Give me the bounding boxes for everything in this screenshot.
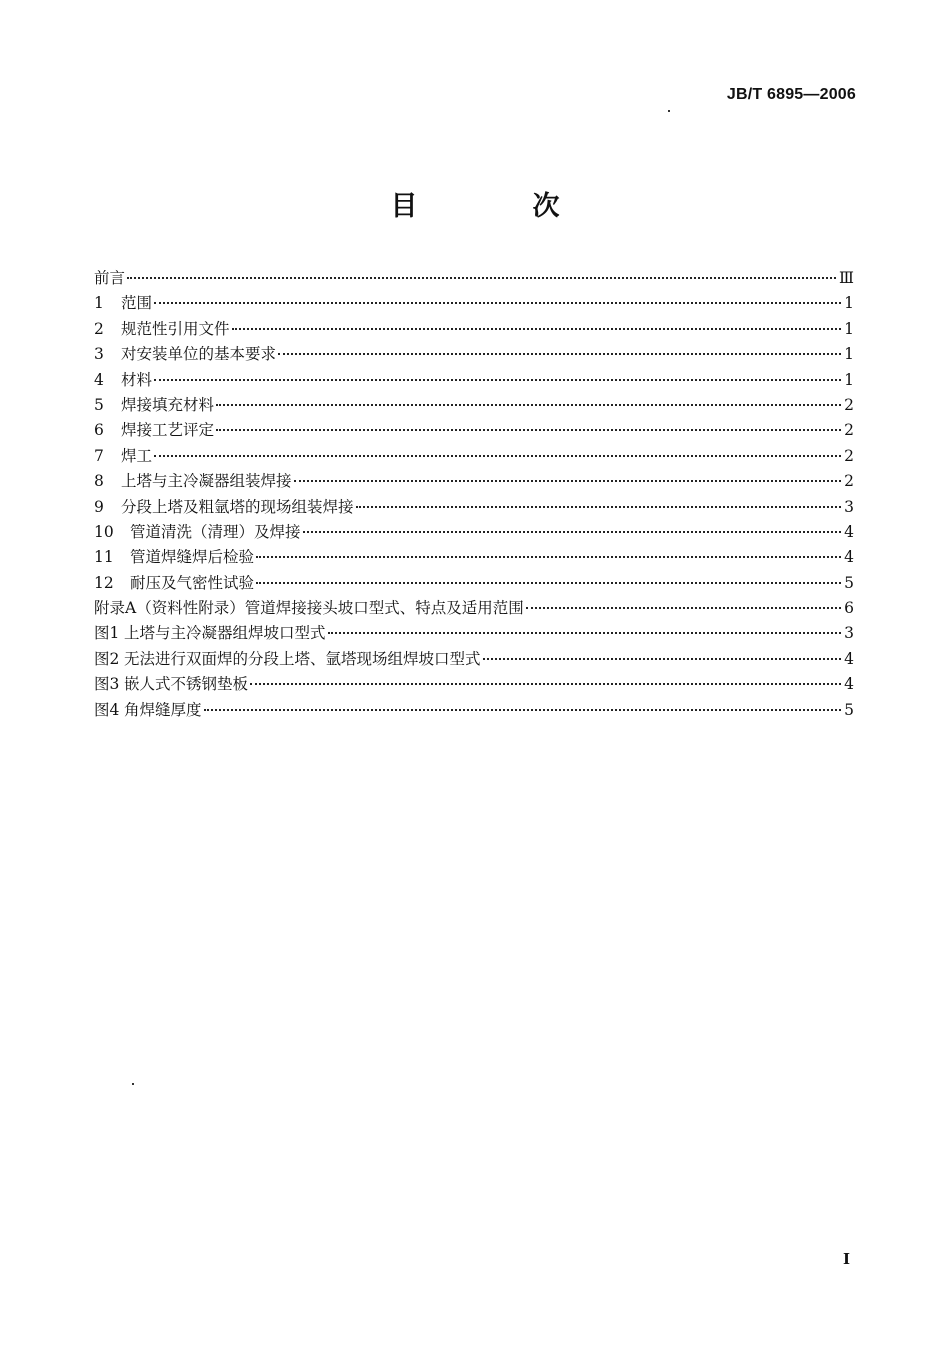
toc-entry-page: 1 bbox=[844, 370, 854, 389]
toc-leader-dots bbox=[303, 531, 841, 533]
toc-leader-dots bbox=[250, 683, 841, 685]
toc-entry-page: 4 bbox=[844, 675, 854, 694]
toc-entry-number: 图4 bbox=[94, 700, 120, 719]
toc-leader-dots bbox=[154, 379, 841, 381]
toc-entry-label: 材料 bbox=[121, 370, 153, 389]
toc-entry[interactable] bbox=[94, 621, 854, 646]
toc-entry-label: 无法进行双面焊的分段上塔、氩塔现场组焊坡口型式 bbox=[124, 649, 481, 668]
toc-entry-label: 嵌人式不锈钢垫板 bbox=[124, 675, 249, 694]
toc-leader-dots bbox=[278, 353, 841, 355]
toc-entry[interactable] bbox=[94, 495, 854, 520]
toc-entry-page: 5 bbox=[844, 573, 854, 592]
toc-leader-dots bbox=[328, 632, 841, 634]
toc-entry-page: 3 bbox=[844, 624, 854, 643]
toc-entry-label: 管道清洗（清理）及焊接 bbox=[130, 522, 301, 541]
toc-entry-page: 3 bbox=[844, 497, 854, 516]
toc-entry[interactable] bbox=[94, 266, 854, 291]
scan-speck bbox=[668, 110, 670, 112]
toc-entry-page: 1 bbox=[844, 345, 854, 364]
toc-entry-number: 10 bbox=[94, 522, 114, 541]
toc-entry-label: 附录A（资料性附录）管道焊接接头坡口型式、特点及适用范围 bbox=[94, 599, 524, 618]
toc-entry-label: 分段上塔及粗氩塔的现场组装焊接 bbox=[121, 497, 354, 516]
toc-entry-page: Ⅲ bbox=[839, 269, 854, 287]
toc-entry[interactable] bbox=[94, 596, 854, 621]
toc-entry-label: 焊接填充材料 bbox=[121, 395, 215, 414]
toc-entry-label: 耐压及气密性试验 bbox=[130, 573, 255, 592]
toc-leader-dots bbox=[256, 556, 841, 558]
toc-entry-label: 对安装单位的基本要求 bbox=[121, 345, 277, 364]
toc-entry-page: 1 bbox=[844, 294, 854, 313]
toc-entry[interactable] bbox=[94, 545, 854, 570]
toc-entry-label: 管道焊缝焊后检验 bbox=[130, 548, 255, 567]
toc-entry[interactable] bbox=[94, 520, 854, 545]
toc-entry[interactable] bbox=[94, 647, 854, 672]
toc-entry-number: 11 bbox=[94, 548, 114, 567]
toc-entry-number: 2 bbox=[94, 319, 104, 338]
toc-entry-number: 12 bbox=[94, 573, 114, 592]
toc-entry-page: 2 bbox=[844, 421, 854, 440]
toc-leader-dots bbox=[483, 658, 841, 660]
toc-entry-page: 4 bbox=[844, 522, 854, 541]
toc-leader-dots bbox=[232, 328, 841, 330]
toc-entry-number: 3 bbox=[94, 345, 104, 364]
toc-entry-number: 图3 bbox=[94, 675, 120, 694]
toc-entry[interactable] bbox=[94, 469, 854, 494]
toc-leader-dots bbox=[127, 277, 836, 279]
toc-leader-dots bbox=[216, 429, 841, 431]
scan-speck bbox=[132, 1083, 134, 1085]
toc-entry-label: 上塔与主冷凝器组焊坡口型式 bbox=[124, 624, 326, 643]
toc-leader-dots bbox=[154, 302, 841, 304]
toc-entry[interactable] bbox=[94, 571, 854, 596]
toc-entry[interactable] bbox=[94, 672, 854, 697]
toc-leader-dots bbox=[294, 480, 841, 482]
toc-leader-dots bbox=[526, 607, 841, 609]
toc-leader-dots bbox=[204, 709, 841, 711]
toc-entry-number: 5 bbox=[94, 395, 104, 414]
toc-entry[interactable] bbox=[94, 418, 854, 443]
toc-entry-number: 7 bbox=[94, 446, 104, 465]
toc-entry-page: 4 bbox=[844, 548, 854, 567]
toc-entry-number: 图1 bbox=[94, 624, 120, 643]
table-of-contents bbox=[94, 266, 854, 723]
toc-entry-number: 1 bbox=[94, 294, 104, 313]
toc-entry[interactable] bbox=[94, 368, 854, 393]
toc-entry[interactable] bbox=[94, 444, 854, 469]
toc-entry-page: 4 bbox=[844, 649, 854, 668]
toc-entry[interactable] bbox=[94, 393, 854, 418]
toc-entry-number: 图2 bbox=[94, 649, 120, 668]
toc-entry-number: 4 bbox=[94, 370, 104, 389]
toc-entry-page: 2 bbox=[844, 472, 854, 491]
toc-entry-number: 6 bbox=[94, 421, 104, 440]
toc-entry[interactable] bbox=[94, 317, 854, 342]
toc-leader-dots bbox=[154, 455, 841, 457]
toc-entry[interactable] bbox=[94, 291, 854, 316]
toc-entry-number: 9 bbox=[94, 497, 104, 516]
toc-entry-number: 8 bbox=[94, 472, 104, 491]
toc-entry-label: 规范性引用文件 bbox=[121, 319, 230, 338]
page-title: 目 次 bbox=[390, 191, 604, 222]
toc-leader-dots bbox=[256, 582, 841, 584]
toc-entry-label: 前言 bbox=[94, 269, 126, 287]
toc-entry-page: 2 bbox=[844, 395, 854, 414]
toc-entry-label: 范围 bbox=[121, 294, 153, 313]
toc-entry-page: 2 bbox=[844, 446, 854, 465]
toc-entry-label: 上塔与主冷凝器组装焊接 bbox=[121, 472, 292, 491]
toc-entry-label: 焊工 bbox=[121, 446, 153, 465]
toc-entry-page: 1 bbox=[844, 319, 854, 338]
toc-leader-dots bbox=[216, 404, 841, 406]
toc-entry[interactable] bbox=[94, 698, 854, 723]
page-number: I bbox=[842, 1250, 850, 1268]
toc-entry-page: 6 bbox=[844, 599, 854, 618]
toc-entry[interactable] bbox=[94, 342, 854, 367]
toc-entry-label: 焊接工艺评定 bbox=[121, 421, 215, 440]
toc-entry-page: 5 bbox=[844, 700, 854, 719]
toc-entry-label: 角焊缝厚度 bbox=[124, 700, 202, 719]
standard-code: JB/T 6895—2006 bbox=[726, 86, 856, 103]
toc-leader-dots bbox=[356, 506, 841, 508]
